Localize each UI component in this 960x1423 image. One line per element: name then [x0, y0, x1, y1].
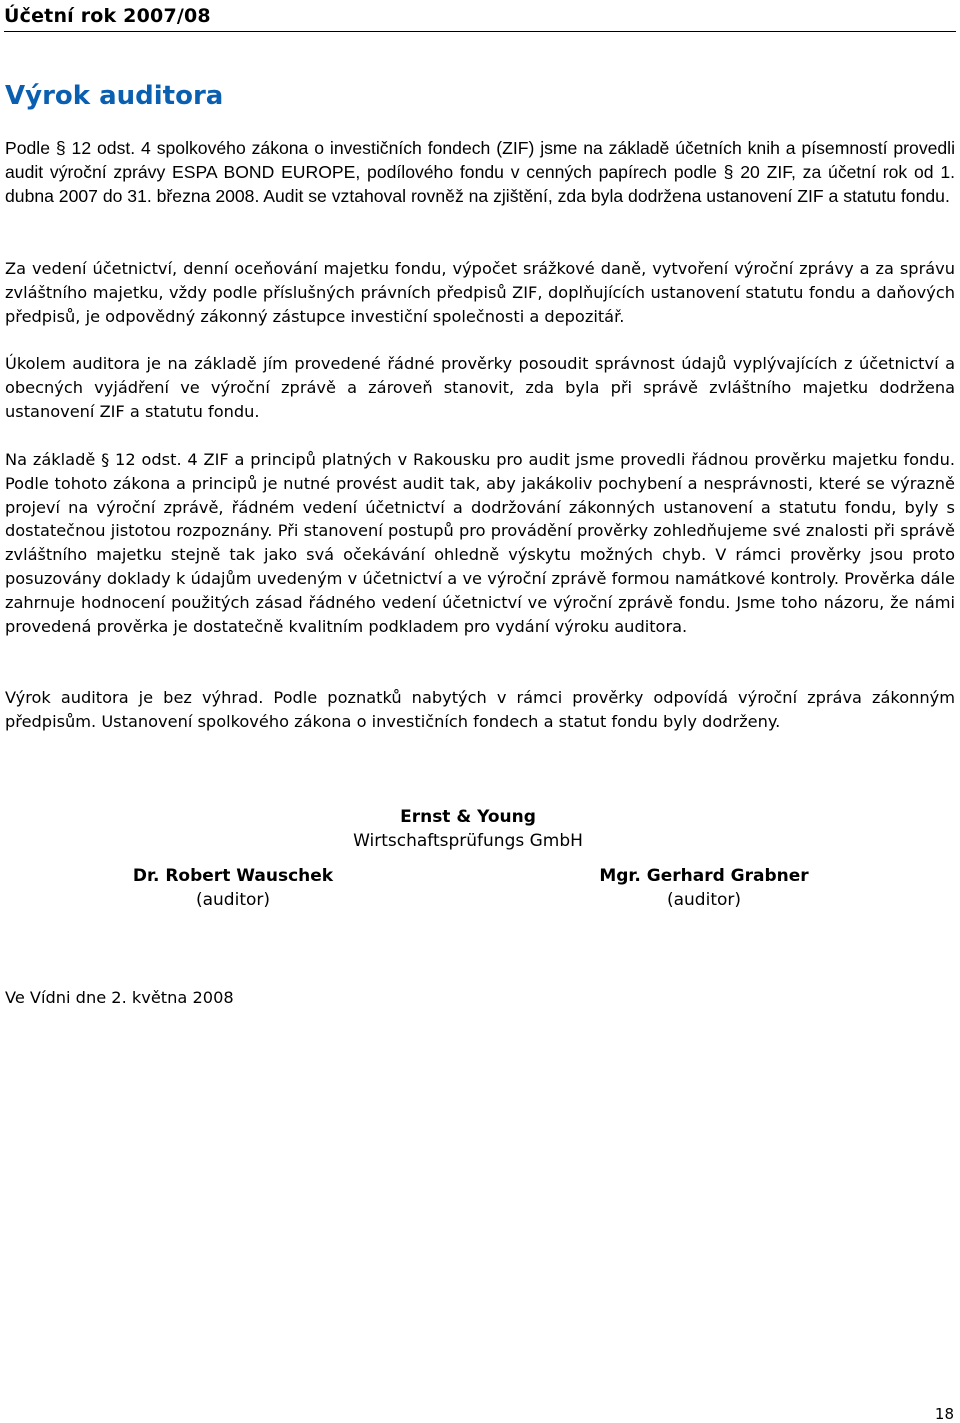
paragraph-audit-procedure: Na základě § 12 odst. 4 ZIF a principů platných v Rakousku pro audit jsme provedli řádnou prověrku majetku fondu. Podle tohoto zákona a principů je nutné provést audit tak, aby jakákoliv pochybení a nesprávnosti, které se výrazně projeví na výroční zprávě, řádném vedení účetnictví a dodržování zákonných ustanovení a statutu fondu, byly s dostatečnou jistotou rozpoznány. Při stanovení postupů pro provádění prověrky zohledňujeme své znalosti při správě zvláštního majetku stejně tak jako svá očekávání ohledně výskytu možných chyb. V rámci prověrky jsou proto posuzovány doklady k údajům uvedeným v účetnictví a ve výroční zprávě formou namátkové kontroly. Prověrka dále zahrnuje hodnocení použitých zásad řádného vedení účetnictví ve výroční zprávě fondu. Jsme toho názoru, že námi provedená prověrka je dostatečně kvalitním podkladem pro vydání výroku auditora.	[5, 450, 955, 636]
firm-block	[300, 805, 636, 853]
signer-role-left: (auditor)	[195, 890, 271, 910]
signature-left	[103, 864, 363, 912]
signer-role-right: (auditor)	[666, 890, 742, 910]
paragraph-responsibility: Za vedení účetnictví, denní oceňování majetku fondu, výpočet srážkové daně, vytvoření výroční zprávy a za správu zvláštního majetku, vždy podle příslušných právních předpisů ZIF, doplňujících ustanovení statutu fondu a daňových předpisů, je odpovědný zákonný zástupce investiční společnosti a depozitář.	[5, 259, 955, 326]
signature-right	[574, 864, 834, 912]
paragraph-auditor-task: Úkolem auditora je na základě jím provedené řádné prověrky posoudit správnost údajů vyplývajících z účetnictví a obecných vyjádření ve výroční zprávě a zároveň stanovit, zda byla při správě zvláštního majetku dodržena ustanovení ZIF a statutu fondu.	[5, 354, 955, 421]
paragraph-scope: Podle § 12 odst. 4 spolkového zákona o investičních fondech (ZIF) jsme na základě účetních knih a písemností provedli audit výroční zprávy ESPA BOND EUROPE, podílového fondu v cenných papírech podle § 20 ZIF, za účetní rok od 1. dubna 2007 do 31. března 2008. Audit se vztahoval rovněž na zjištění, zda byla dodržena ustanovení ZIF a statutu fondu.	[5, 138, 955, 206]
header-title: Účetní rok 2007/08	[4, 5, 211, 27]
firm-name: Ernst & Young	[400, 807, 536, 827]
place-and-date: Ve Vídni dne 2. května 2008	[5, 988, 234, 1007]
firm-subtitle: Wirtschaftsprüfungs GmbH	[353, 831, 583, 851]
document-title: Výrok auditora	[5, 81, 224, 111]
page-number: 18	[934, 1405, 954, 1423]
page-header	[4, 5, 956, 32]
signer-name-right: Mgr. Gerhard Grabner	[599, 866, 809, 886]
signer-name-left: Dr. Robert Wauschek	[132, 866, 334, 886]
paragraph-opinion: Výrok auditora je bez výhrad. Podle poznatků nabytých v rámci prověrky odpovídá výroční zpráva zákonným předpisům. Ustanovení spolkového zákona o investičních fondech a statut fondu byly dodrženy.	[5, 688, 955, 731]
